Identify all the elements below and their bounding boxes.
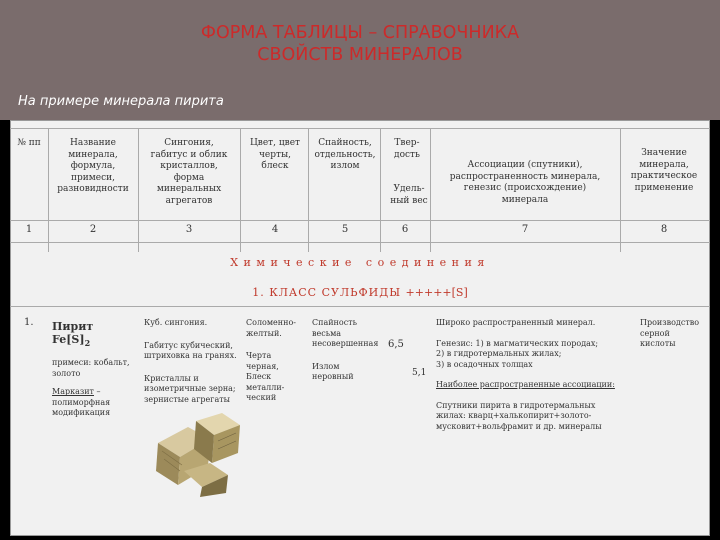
column-number: 7: [521, 224, 529, 235]
cleavage-cell: [312, 318, 378, 383]
header-density: Удель-ный вес: [390, 184, 428, 206]
genesis-2: 2) в гидротермальных жилах;: [436, 349, 562, 358]
row-number: 1.: [24, 317, 34, 328]
mineral-name: Пирит: [52, 320, 94, 333]
column-number: 4: [271, 224, 279, 235]
page-title: [0, 22, 720, 66]
table-line: [48, 128, 49, 252]
column-number: 2: [89, 224, 97, 235]
spread: Широко распространенный минерал.: [436, 318, 596, 327]
table-line: [10, 242, 710, 243]
syngony-cell: [144, 318, 238, 405]
header-hardness: Твер-дость: [394, 138, 420, 160]
title-line-2: СВОЙСТВ МИНЕРАЛОВ: [257, 45, 463, 65]
table-line: [380, 128, 381, 252]
streak: Черта черная,: [246, 351, 279, 371]
syngony: Куб. сингония.: [144, 318, 208, 327]
variety: Марказит – полиморфная модификация: [52, 387, 111, 418]
table-line: [620, 128, 621, 252]
genesis-1: Генезис: 1) в магматических породах;: [436, 338, 599, 348]
table-line: [10, 128, 710, 129]
pyrite-crystal-photo: [148, 405, 248, 497]
common-associations: Наиболее распространенные ассоциации:: [436, 380, 615, 389]
class-name: 1. КЛАСС СУЛЬФИДЫ: [252, 286, 402, 299]
cleavage: Спайность весьма несовершенная: [312, 318, 379, 348]
table-line: [240, 128, 241, 252]
header-name: Название минерала, формула, примеси, разновидности: [57, 138, 129, 194]
aggregates: Кристаллы и изометричные зерна; зернистые агрегаты: [144, 373, 236, 404]
subtitle: На примере минерала пирита: [18, 94, 224, 109]
column-number: 3: [185, 224, 193, 235]
habit: Габитус кубический, штриховка на гранях.: [144, 340, 237, 360]
header-syngony: Сингония, габитус и облик кристаллов, форма минеральных агрегатов: [150, 138, 228, 206]
column-number: 6: [401, 224, 409, 235]
density-value: 5,1: [412, 368, 427, 378]
section-title: Химические соединения: [230, 256, 490, 269]
mineral-cell: [52, 320, 136, 419]
hardness-value: 6,5: [388, 339, 404, 350]
header-number: № пп: [17, 138, 41, 148]
header-cleavage: Спайность, отдельность, излом: [314, 138, 376, 171]
table-line: [10, 306, 710, 307]
fracture: Излом неровный: [312, 361, 354, 381]
title-line-1: ФОРМА ТАБЛИЦЫ – СПРАВОЧНИКА: [200, 23, 520, 43]
color: Соломенно-желтый.: [246, 318, 296, 338]
column-number: 5: [341, 224, 349, 235]
column-number: 8: [660, 224, 668, 235]
satellites: Спутники пирита в гидротермальных жилах: кварц+халькопирит+золото-мусковит+вольфрамит и др. минералы: [436, 400, 602, 431]
header-application: Значение минерала, практическое применение: [630, 148, 698, 193]
luster: Блеск металли-ческий: [246, 372, 285, 402]
header-color: Цвет, цвет черты, блеск: [249, 138, 301, 171]
color-cell: [246, 318, 306, 404]
table-line: [10, 220, 710, 221]
mineral-formula: $Fe[S]_2$: [52, 333, 91, 349]
class-title: [0, 286, 720, 299]
application-cell: Производство серной кислоты: [640, 318, 700, 348]
column-number: 1: [25, 224, 33, 235]
table-line: [138, 128, 139, 252]
genesis-3: 3) в осадочных толщах: [436, 359, 533, 369]
table-line: [308, 128, 309, 252]
class-suffix: +++++[S]: [405, 286, 468, 299]
variety-link[interactable]: Марказит: [52, 387, 94, 397]
association-cell: [436, 318, 620, 432]
impurities: примеси: кобальт, золото: [52, 358, 130, 378]
header-associations: Ассоциации (спутники), распространенность минерала, генезис (происхождение) минерала: [449, 160, 601, 205]
